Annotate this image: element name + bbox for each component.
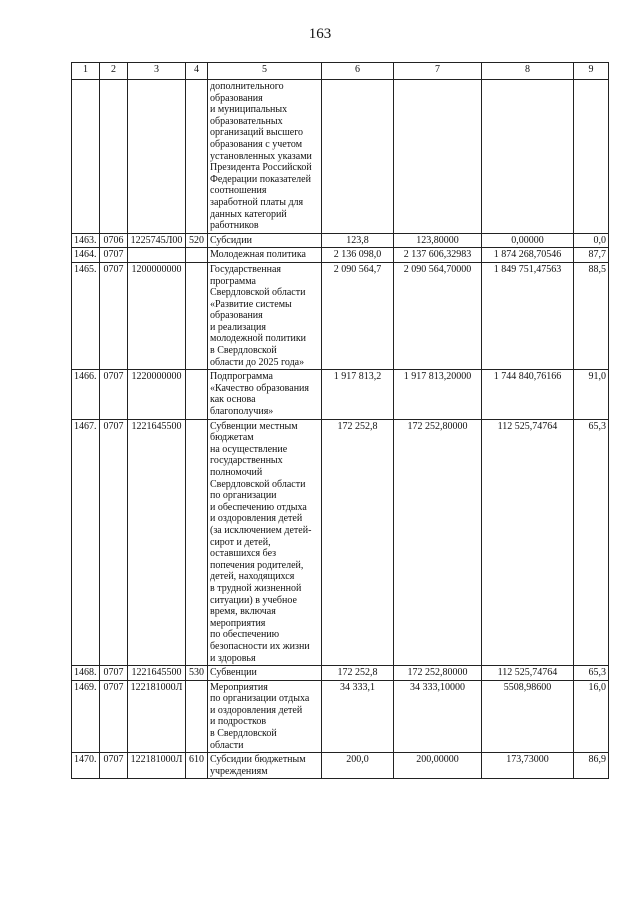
table-row <box>72 248 609 263</box>
approved-amount: 2 090 564,70000 <box>394 262 482 369</box>
column-header: 3 <box>128 63 186 80</box>
target-code <box>128 248 186 263</box>
table-row <box>72 262 609 369</box>
executed-amount: 1 744 840,76166 <box>482 370 574 419</box>
target-code: 1221645500 <box>128 419 186 665</box>
expense-type <box>186 80 208 234</box>
item-name: Субвенции <box>208 666 322 681</box>
row-number: 1470. <box>72 753 100 779</box>
table-row <box>72 80 609 234</box>
executed-amount: 5508,98600 <box>482 680 574 753</box>
executed-amount: 1 874 268,70546 <box>482 248 574 263</box>
amount: 172 252,8 <box>322 419 394 665</box>
target-code: 122181000Л <box>128 680 186 753</box>
target-code: 1200000000 <box>128 262 186 369</box>
approved-amount: 200,00000 <box>394 753 482 779</box>
column-header: 5 <box>208 63 322 80</box>
execution-percent: 16,0 <box>574 680 609 753</box>
section-code: 0706 <box>100 233 128 248</box>
row-number: 1466. <box>72 370 100 419</box>
expense-type: 610 <box>186 753 208 779</box>
target-code <box>128 80 186 234</box>
section-code: 0707 <box>100 248 128 263</box>
approved-amount: 1 917 813,20000 <box>394 370 482 419</box>
executed-amount: 173,73000 <box>482 753 574 779</box>
execution-percent: 88,5 <box>574 262 609 369</box>
row-number: 1463. <box>72 233 100 248</box>
expense-type <box>186 248 208 263</box>
approved-amount: 2 137 606,32983 <box>394 248 482 263</box>
item-name: Молодежная политика <box>208 248 322 263</box>
table-row <box>72 680 609 753</box>
amount <box>322 80 394 234</box>
executed-amount: 1 849 751,47563 <box>482 262 574 369</box>
column-header: 2 <box>100 63 128 80</box>
execution-percent: 91,0 <box>574 370 609 419</box>
section-code: 0707 <box>100 370 128 419</box>
execution-percent <box>574 80 609 234</box>
item-name: Государственная программа Свердловской области «Развитие системы образования и реализация молодежной политики в Свердловской области до 2025 года» <box>208 262 322 369</box>
header-row <box>72 63 609 80</box>
execution-percent: 87,7 <box>574 248 609 263</box>
amount: 172 252,8 <box>322 666 394 681</box>
item-name: Субвенции местным бюджетам на осуществление государственных полномочий Свердловской области по организации и обеспечению отдыха и оздоровления детей (за исключением детей- сирот и детей, оставшихся без попечения родителей, детей, находящихся в трудной жизненной ситуации) в учебное время, включая мероприятия по обеспечению безопасности их жизни и здоровья <box>208 419 322 665</box>
target-code: 1221645500 <box>128 666 186 681</box>
executed-amount: 112 525,74764 <box>482 666 574 681</box>
expense-type <box>186 370 208 419</box>
amount: 2 090 564,7 <box>322 262 394 369</box>
item-name: Субсидии <box>208 233 322 248</box>
column-header: 8 <box>482 63 574 80</box>
section-code: 0707 <box>100 262 128 369</box>
target-code: 1225745Л00 <box>128 233 186 248</box>
section-code: 0707 <box>100 753 128 779</box>
column-header: 7 <box>394 63 482 80</box>
expense-type <box>186 262 208 369</box>
column-header: 1 <box>72 63 100 80</box>
column-header: 4 <box>186 63 208 80</box>
approved-amount: 123,80000 <box>394 233 482 248</box>
item-name: дополнительного образования и муниципальных образовательных организаций высшего образования с учетом установленных указами Президента Российской Федерации показателей соотношения заработной платы для данных категорий работников <box>208 80 322 234</box>
table-row <box>72 753 609 779</box>
item-name: Субсидии бюджетным учреждениям <box>208 753 322 779</box>
amount: 2 136 098,0 <box>322 248 394 263</box>
item-name: Подпрограмма «Качество образования как основа благополучия» <box>208 370 322 419</box>
row-number: 1468. <box>72 666 100 681</box>
executed-amount: 0,00000 <box>482 233 574 248</box>
amount: 200,0 <box>322 753 394 779</box>
execution-percent: 0,0 <box>574 233 609 248</box>
expense-type: 530 <box>186 666 208 681</box>
column-header: 6 <box>322 63 394 80</box>
item-name: Мероприятия по организации отдыха и оздоровления детей и подростков в Свердловской области <box>208 680 322 753</box>
execution-percent: 65,3 <box>574 419 609 665</box>
table-row <box>72 370 609 419</box>
column-header: 9 <box>574 63 609 80</box>
row-number: 1465. <box>72 262 100 369</box>
table-row <box>72 666 609 681</box>
approved-amount: 34 333,10000 <box>394 680 482 753</box>
executed-amount: 112 525,74764 <box>482 419 574 665</box>
expense-type: 520 <box>186 233 208 248</box>
approved-amount <box>394 80 482 234</box>
approved-amount: 172 252,80000 <box>394 666 482 681</box>
target-code: 122181000Л <box>128 753 186 779</box>
approved-amount: 172 252,80000 <box>394 419 482 665</box>
row-number: 1464. <box>72 248 100 263</box>
expense-type <box>186 419 208 665</box>
section-code: 0707 <box>100 419 128 665</box>
amount: 34 333,1 <box>322 680 394 753</box>
executed-amount <box>482 80 574 234</box>
page-number: 163 <box>308 26 332 42</box>
section-code <box>100 80 128 234</box>
amount: 123,8 <box>322 233 394 248</box>
section-code: 0707 <box>100 680 128 753</box>
section-code: 0707 <box>100 666 128 681</box>
amount: 1 917 813,2 <box>322 370 394 419</box>
target-code: 1220000000 <box>128 370 186 419</box>
execution-percent: 86,9 <box>574 753 609 779</box>
budget-table <box>71 62 609 779</box>
table-row <box>72 419 609 665</box>
row-number: 1467. <box>72 419 100 665</box>
execution-percent: 65,3 <box>574 666 609 681</box>
row-number: 1469. <box>72 680 100 753</box>
row-number <box>72 80 100 234</box>
table-row <box>72 233 609 248</box>
expense-type <box>186 680 208 753</box>
